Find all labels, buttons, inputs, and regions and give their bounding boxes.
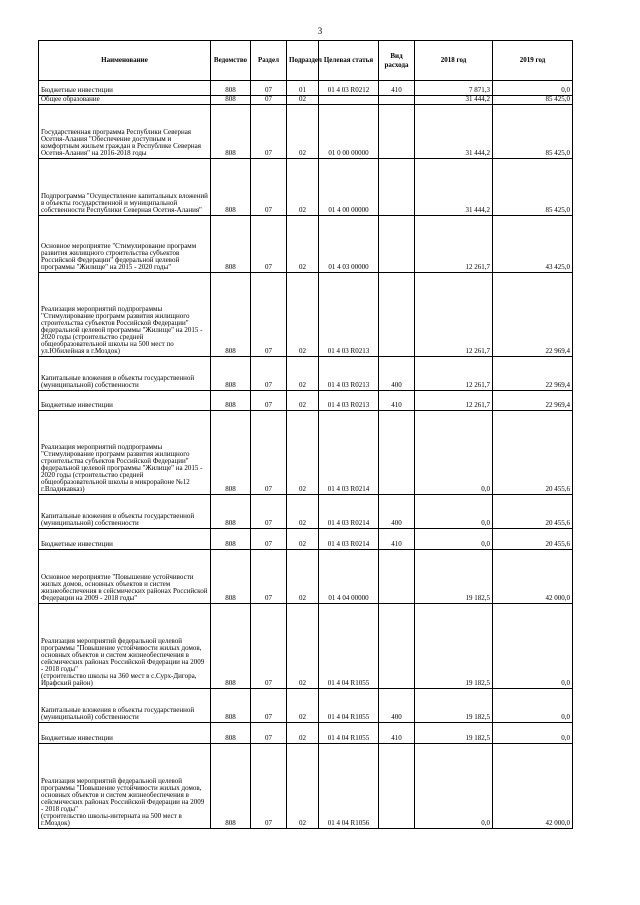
cell-podrazdel: 02 bbox=[287, 529, 319, 550]
cell-name: Бюджетные инвестиции bbox=[39, 723, 211, 744]
cell-2019: 0,0 bbox=[493, 689, 573, 723]
cell-podrazdel: 02 bbox=[287, 273, 319, 357]
cell-2019: 85 425,0 bbox=[493, 105, 573, 159]
cell-2019: 85 425,0 bbox=[493, 96, 573, 105]
cell-vid: 410 bbox=[379, 529, 415, 550]
table-row bbox=[39, 411, 573, 495]
cell-ved: 808 bbox=[211, 273, 251, 357]
cell-podrazdel: 02 bbox=[287, 105, 319, 159]
cell-razdel: 07 bbox=[251, 105, 287, 159]
cell-podrazdel: 02 bbox=[287, 159, 319, 216]
cell-statya: 01 4 03 R0213 bbox=[319, 391, 379, 411]
table-row bbox=[39, 81, 573, 96]
cell-statya: 01 4 04 R1055 bbox=[319, 604, 379, 689]
cell-ved: 808 bbox=[211, 550, 251, 604]
cell-ved: 808 bbox=[211, 105, 251, 159]
cell-razdel: 07 bbox=[251, 529, 287, 550]
cell-ved: 808 bbox=[211, 159, 251, 216]
cell-ved: 808 bbox=[211, 495, 251, 529]
cell-2019: 20 455,6 bbox=[493, 495, 573, 529]
table-row bbox=[39, 391, 573, 411]
header-name: Наименование bbox=[39, 41, 211, 81]
cell-2018: 19 182,5 bbox=[415, 689, 493, 723]
cell-razdel: 07 bbox=[251, 495, 287, 529]
cell-statya: 01 4 03 R0214 bbox=[319, 495, 379, 529]
cell-2018: 19 182,5 bbox=[415, 723, 493, 744]
cell-statya: 01 4 03 R0213 bbox=[319, 273, 379, 357]
cell-ved: 808 bbox=[211, 357, 251, 391]
cell-statya: 01 4 04 R1055 bbox=[319, 689, 379, 723]
cell-2018: 31 444,2 bbox=[415, 105, 493, 159]
cell-name: Бюджетные инвестиции bbox=[39, 81, 211, 96]
cell-2019: 43 425,0 bbox=[493, 216, 573, 273]
table-header-row bbox=[39, 41, 573, 81]
cell-podrazdel: 02 bbox=[287, 495, 319, 529]
cell-2019: 22 969,4 bbox=[493, 357, 573, 391]
cell-statya: 01 4 00 00000 bbox=[319, 159, 379, 216]
table-row bbox=[39, 604, 573, 689]
cell-podrazdel: 01 bbox=[287, 81, 319, 96]
cell-razdel: 07 bbox=[251, 744, 287, 829]
cell-ved: 808 bbox=[211, 391, 251, 411]
header-vid: Вид расхода bbox=[379, 41, 415, 81]
cell-razdel: 07 bbox=[251, 391, 287, 411]
cell-vid bbox=[379, 96, 415, 105]
cell-vid bbox=[379, 604, 415, 689]
table-body bbox=[39, 81, 573, 829]
cell-2019: 22 969,4 bbox=[493, 391, 573, 411]
budget-table bbox=[38, 40, 573, 829]
cell-ved: 808 bbox=[211, 81, 251, 96]
cell-2018: 19 182,5 bbox=[415, 550, 493, 604]
table-row bbox=[39, 159, 573, 216]
cell-2018: 12 261,7 bbox=[415, 357, 493, 391]
cell-vid: 410 bbox=[379, 81, 415, 96]
cell-2019: 20 455,6 bbox=[493, 411, 573, 495]
table-row bbox=[39, 105, 573, 159]
cell-2018: 0,0 bbox=[415, 411, 493, 495]
table-row bbox=[39, 723, 573, 744]
header-ved: Ведомство bbox=[211, 41, 251, 81]
cell-2019: 0,0 bbox=[493, 81, 573, 96]
cell-vid: 410 bbox=[379, 391, 415, 411]
cell-2018: 19 182,5 bbox=[415, 604, 493, 689]
cell-ved: 808 bbox=[211, 529, 251, 550]
cell-razdel: 07 bbox=[251, 81, 287, 96]
cell-razdel: 07 bbox=[251, 411, 287, 495]
header-2018: 2018 год bbox=[415, 41, 493, 81]
cell-podrazdel: 02 bbox=[287, 216, 319, 273]
table-row bbox=[39, 689, 573, 723]
cell-2018: 12 261,7 bbox=[415, 391, 493, 411]
page-number: 3 bbox=[317, 26, 323, 36]
cell-razdel: 07 bbox=[251, 159, 287, 216]
cell-vid bbox=[379, 744, 415, 829]
table-row bbox=[39, 744, 573, 829]
cell-vid bbox=[379, 550, 415, 604]
cell-name: Государственная программа Республики Северная Осетия-Алания "Обеспечение доступным и комфортным жильем граждан в Республике Северная Осетия-Алания" на 2016-2018 годы bbox=[39, 105, 211, 159]
table-row bbox=[39, 273, 573, 357]
cell-vid bbox=[379, 216, 415, 273]
cell-podrazdel: 02 bbox=[287, 723, 319, 744]
cell-2019: 20 455,6 bbox=[493, 529, 573, 550]
header-podrazdel: Подраздел bbox=[287, 41, 319, 81]
cell-2018: 12 261,7 bbox=[415, 273, 493, 357]
table-row bbox=[39, 216, 573, 273]
cell-podrazdel: 02 bbox=[287, 604, 319, 689]
cell-vid: 410 bbox=[379, 723, 415, 744]
cell-podrazdel: 02 bbox=[287, 550, 319, 604]
cell-statya: 01 0 00 00000 bbox=[319, 105, 379, 159]
cell-2019: 42 000,0 bbox=[493, 744, 573, 829]
cell-vid: 400 bbox=[379, 689, 415, 723]
cell-statya: 01 4 03 00000 bbox=[319, 216, 379, 273]
cell-ved: 808 bbox=[211, 723, 251, 744]
cell-ved: 808 bbox=[211, 96, 251, 105]
cell-2019: 42 000,0 bbox=[493, 550, 573, 604]
cell-podrazdel: 02 bbox=[287, 357, 319, 391]
cell-name: Основное мероприятие "Стимулирование программ развития жилищного строительства субъектов Российской Федерации" федеральной целевой программы "Жилище" на 2015 - 2020 годы" bbox=[39, 216, 211, 273]
cell-ved: 808 bbox=[211, 689, 251, 723]
cell-name: Капитальные вложения в объекты государственной (муниципальной) собственности bbox=[39, 495, 211, 529]
cell-name: Основное мероприятие "Повышение устойчивости жилых домов, основных объектов и систем жизнеобеспечения в сейсмических районах Российской Федерации на 2009 - 2018 годы" bbox=[39, 550, 211, 604]
cell-statya bbox=[319, 96, 379, 105]
cell-name: Капитальные вложения в объекты государственной (муниципальной) собственности bbox=[39, 357, 211, 391]
cell-statya: 01 4 03 R0214 bbox=[319, 411, 379, 495]
cell-2018: 31 444,2 bbox=[415, 159, 493, 216]
header-razdel: Раздел bbox=[251, 41, 287, 81]
cell-razdel: 07 bbox=[251, 604, 287, 689]
cell-razdel: 07 bbox=[251, 550, 287, 604]
cell-2018: 0,0 bbox=[415, 495, 493, 529]
cell-2018: 0,0 bbox=[415, 529, 493, 550]
cell-2018: 31 444,2 bbox=[415, 96, 493, 105]
cell-statya: 01 4 04 R1056 bbox=[319, 744, 379, 829]
cell-razdel: 07 bbox=[251, 96, 287, 105]
table-row bbox=[39, 495, 573, 529]
cell-name: Реализация мероприятий подпрограммы "Стимулирование программ развития жилищного строительства субъектов Российской Федерации" федеральной целевой программы "Жилище" на 2015 - 2020 годы (строительство средней общеобразовательной школы в микрорайоне №12 г.Владикавказ) bbox=[39, 411, 211, 495]
cell-name: Капитальные вложения в объекты государственной (муниципальной) собственности bbox=[39, 689, 211, 723]
table-row bbox=[39, 529, 573, 550]
cell-ved: 808 bbox=[211, 744, 251, 829]
cell-razdel: 07 bbox=[251, 357, 287, 391]
cell-podrazdel: 02 bbox=[287, 96, 319, 105]
table-row bbox=[39, 550, 573, 604]
cell-name: Реализация мероприятий федеральной целевой программы "Повышение устойчивости жилых домов, основных объектов и систем жизнеобеспечения в сейсмических районах Российской Федерации на 2009 - 2018 годы" (строительство школы на 360 мест в с.Сурх-Дигора, Ирафский район) bbox=[39, 604, 211, 689]
cell-statya: 01 4 03 R0213 bbox=[319, 357, 379, 391]
cell-name: Реализация мероприятий подпрограммы "Стимулирование программ развития жилищного строительства субъектов Российской Федерации" федеральной целевой программы "Жилище" на 2015 - 2020 годы (строительство средней общеобразовательной школы на 500 мест по ул.Юбилейная в г.Моздок) bbox=[39, 273, 211, 357]
cell-podrazdel: 02 bbox=[287, 391, 319, 411]
cell-name: Бюджетные инвестиции bbox=[39, 529, 211, 550]
cell-vid bbox=[379, 411, 415, 495]
cell-razdel: 07 bbox=[251, 273, 287, 357]
cell-statya: 01 4 04 00000 bbox=[319, 550, 379, 604]
cell-statya: 01 4 03 R0214 bbox=[319, 529, 379, 550]
cell-name: Бюджетные инвестиции bbox=[39, 391, 211, 411]
cell-ved: 808 bbox=[211, 411, 251, 495]
cell-2018: 7 871,3 bbox=[415, 81, 493, 96]
cell-ved: 808 bbox=[211, 216, 251, 273]
cell-razdel: 07 bbox=[251, 723, 287, 744]
header-statya: Целевая статья bbox=[319, 41, 379, 81]
cell-2019: 22 969,4 bbox=[493, 273, 573, 357]
cell-name: Общее образование bbox=[39, 96, 211, 105]
cell-vid: 400 bbox=[379, 357, 415, 391]
cell-vid: 400 bbox=[379, 495, 415, 529]
cell-2019: 0,0 bbox=[493, 604, 573, 689]
cell-vid bbox=[379, 159, 415, 216]
cell-statya: 01 4 03 R0212 bbox=[319, 81, 379, 96]
table-row bbox=[39, 357, 573, 391]
cell-statya: 01 4 04 R1055 bbox=[319, 723, 379, 744]
cell-razdel: 07 bbox=[251, 689, 287, 723]
cell-2019: 0,0 bbox=[493, 723, 573, 744]
cell-vid bbox=[379, 105, 415, 159]
cell-2018: 0,0 bbox=[415, 744, 493, 829]
header-2019: 2019 год bbox=[493, 41, 573, 81]
cell-podrazdel: 02 bbox=[287, 689, 319, 723]
cell-podrazdel: 02 bbox=[287, 744, 319, 829]
cell-2019: 85 425,0 bbox=[493, 159, 573, 216]
cell-ved: 808 bbox=[211, 604, 251, 689]
cell-podrazdel: 02 bbox=[287, 411, 319, 495]
cell-name: Подпрограмма "Осуществление капитальных вложений в объекты государственной и муниципальной собственности Республики Северная Осетия-Алания" bbox=[39, 159, 211, 216]
cell-name: Реализация мероприятий федеральной целевой программы "Повышение устойчивости жилых домов, основных объектов и систем жизнеобеспечения в сейсмических районах Российской Федерации на 2009 - 2018 годы" (строительство школы-интерната на 500 мест в г.Моздок) bbox=[39, 744, 211, 829]
cell-razdel: 07 bbox=[251, 216, 287, 273]
table-row bbox=[39, 96, 573, 105]
cell-vid bbox=[379, 273, 415, 357]
cell-2018: 12 261,7 bbox=[415, 216, 493, 273]
